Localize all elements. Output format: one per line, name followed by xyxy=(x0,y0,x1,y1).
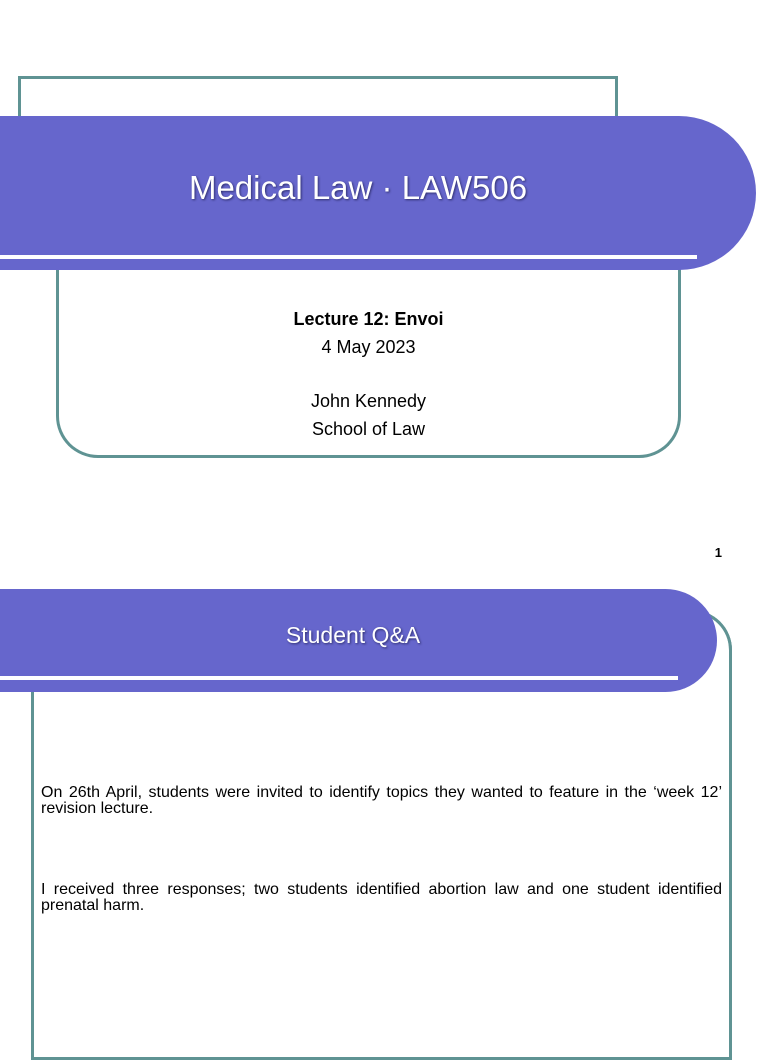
body-paragraph: On 26th April, students were invited to identify topics they wanted to feature in the ‘week 12’ revision lecture. xyxy=(41,784,722,817)
lecture-info xyxy=(56,305,681,443)
section-title: Student Q&A xyxy=(285,622,421,648)
info-spacer xyxy=(56,361,681,387)
course-title: Medical Law · LAW506 xyxy=(188,169,528,206)
department-name: School of Law xyxy=(311,419,426,439)
lecture-title: Lecture 12: Envoi xyxy=(293,309,444,329)
page-number: 1 xyxy=(714,545,722,560)
body-paragraph: I received three responses; two students identified abortion law and one student identified prenatal harm. xyxy=(41,881,722,914)
banner-underline xyxy=(0,255,697,259)
banner-underline xyxy=(0,676,678,680)
author-name: John Kennedy xyxy=(310,391,427,411)
lecture-date: 4 May 2023 xyxy=(321,337,416,357)
